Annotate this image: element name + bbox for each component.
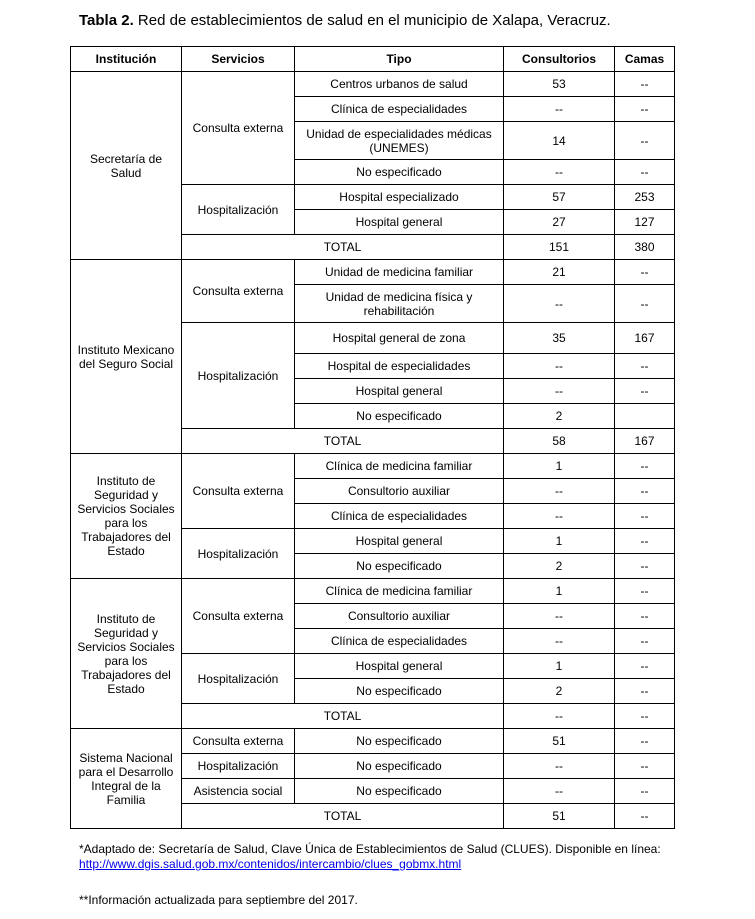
camas-cell: --: [615, 579, 675, 604]
tipo-cell: Unidad de medicina familiar: [295, 260, 504, 285]
consultorios-cell: 53: [504, 72, 615, 97]
service-cell: Hospitalización: [182, 529, 295, 579]
header-camas: Camas: [615, 47, 675, 72]
consultorios-cell: 1: [504, 579, 615, 604]
camas-cell: --: [615, 504, 675, 529]
camas-cell: --: [615, 679, 675, 704]
consultorios-cell: 51: [504, 729, 615, 754]
tipo-cell: No especificado: [295, 729, 504, 754]
consultorios-cell: 35: [504, 323, 615, 354]
camas-cell: --: [615, 260, 675, 285]
table-row: [71, 579, 675, 604]
camas-cell: --: [615, 729, 675, 754]
camas-cell: --: [615, 97, 675, 122]
total-label-cell: TOTAL: [182, 429, 504, 454]
institution-cell: Instituto de Seguridad y Servicios Sociales para los Trabajadores del Estado: [71, 454, 182, 579]
tipo-cell: No especificado: [295, 754, 504, 779]
institution-cell: Instituto Mexicano del Seguro Social: [71, 260, 182, 454]
consultorios-cell: 2: [504, 554, 615, 579]
consultorios-cell: --: [504, 504, 615, 529]
consultorios-cell: --: [504, 379, 615, 404]
consultorios-cell: --: [504, 629, 615, 654]
service-cell: Hospitalización: [182, 754, 295, 779]
consultorios-cell: 27: [504, 210, 615, 235]
header-institucion: Institución: [71, 47, 182, 72]
total-consultorios-cell: 58: [504, 429, 615, 454]
tipo-cell: Hospital general de zona: [295, 323, 504, 354]
camas-cell: --: [615, 479, 675, 504]
consultorios-cell: --: [504, 754, 615, 779]
camas-cell: --: [615, 754, 675, 779]
total-label-cell: TOTAL: [182, 704, 504, 729]
header-tipo: Tipo: [295, 47, 504, 72]
table-body: [71, 72, 675, 829]
camas-cell: --: [615, 779, 675, 804]
tipo-cell: Centros urbanos de salud: [295, 72, 504, 97]
camas-cell: --: [615, 529, 675, 554]
camas-cell: --: [615, 379, 675, 404]
consultorios-cell: 2: [504, 404, 615, 429]
source-note: [79, 842, 669, 872]
tipo-cell: Hospital especializado: [295, 185, 504, 210]
camas-cell: --: [615, 122, 675, 160]
table-row: [71, 729, 675, 754]
service-cell: Consulta externa: [182, 729, 295, 754]
source-link[interactable]: http://www.dgis.salud.gob.mx/contenidos/intercambio/clues_gobmx.html: [79, 857, 462, 871]
consultorios-cell: --: [504, 604, 615, 629]
camas-cell: --: [615, 554, 675, 579]
service-cell: Hospitalización: [182, 185, 295, 235]
consultorios-cell: --: [504, 779, 615, 804]
tipo-cell: Hospital de especialidades: [295, 354, 504, 379]
camas-cell: 127: [615, 210, 675, 235]
total-camas-cell: --: [615, 804, 675, 829]
camas-cell: --: [615, 72, 675, 97]
camas-cell: --: [615, 454, 675, 479]
tipo-cell: Hospital general: [295, 654, 504, 679]
table-row: [71, 72, 675, 97]
caption-label: Tabla 2.: [79, 12, 134, 29]
total-camas-cell: 167: [615, 429, 675, 454]
service-cell: Asistencia social: [182, 779, 295, 804]
tipo-cell: Clínica de especialidades: [295, 629, 504, 654]
tipo-cell: Clínica de especialidades: [295, 97, 504, 122]
header-servicios: Servicios: [182, 47, 295, 72]
camas-cell: [615, 404, 675, 429]
table-row: [71, 454, 675, 479]
consultorios-cell: 21: [504, 260, 615, 285]
tipo-cell: Unidad de especialidades médicas (UNEMES): [295, 122, 504, 160]
total-consultorios-cell: 151: [504, 235, 615, 260]
consultorios-cell: --: [504, 160, 615, 185]
consultorios-cell: 1: [504, 454, 615, 479]
total-consultorios-cell: 51: [504, 804, 615, 829]
consultorios-cell: --: [504, 97, 615, 122]
table-row: [71, 260, 675, 285]
tipo-cell: Consultorio auxiliar: [295, 604, 504, 629]
camas-cell: 167: [615, 323, 675, 354]
tipo-cell: Clínica de medicina familiar: [295, 454, 504, 479]
camas-cell: 253: [615, 185, 675, 210]
consultorios-cell: 57: [504, 185, 615, 210]
consultorios-cell: 2: [504, 679, 615, 704]
tipo-cell: No especificado: [295, 679, 504, 704]
tipo-cell: Clínica de especialidades: [295, 504, 504, 529]
institution-cell: Secretaría de Salud: [71, 72, 182, 260]
total-camas-cell: --: [615, 704, 675, 729]
update-note: **Información actualizada para septiembre del 2017.: [79, 893, 358, 907]
camas-cell: --: [615, 629, 675, 654]
total-camas-cell: 380: [615, 235, 675, 260]
consultorios-cell: --: [504, 285, 615, 323]
service-cell: Hospitalización: [182, 654, 295, 704]
tipo-cell: Unidad de medicina física y rehabilitación: [295, 285, 504, 323]
institution-cell: Instituto de Seguridad y Servicios Sociales para los Trabajadores del Estado: [71, 579, 182, 729]
service-cell: Consulta externa: [182, 260, 295, 323]
header-row: [71, 47, 675, 72]
consultorios-cell: 14: [504, 122, 615, 160]
tipo-cell: Hospital general: [295, 210, 504, 235]
caption-text: Red de establecimientos de salud en el municipio de Xalapa, Veracruz.: [133, 12, 611, 29]
service-cell: Hospitalización: [182, 323, 295, 429]
source-text: *Adaptado de: Secretaría de Salud, Clave Única de Establecimientos de Salud (CLUES). Disponible en línea:: [79, 842, 661, 856]
header-consultorios: Consultorios: [504, 47, 615, 72]
camas-cell: --: [615, 354, 675, 379]
camas-cell: --: [615, 654, 675, 679]
institution-cell: Sistema Nacional para el Desarrollo Integral de la Familia: [71, 729, 182, 829]
consultorios-cell: 1: [504, 529, 615, 554]
camas-cell: --: [615, 160, 675, 185]
service-cell: Consulta externa: [182, 579, 295, 654]
health-facilities-table: [70, 46, 675, 829]
table-notes: [79, 842, 669, 908]
total-label-cell: TOTAL: [182, 235, 504, 260]
tipo-cell: Consultorio auxiliar: [295, 479, 504, 504]
camas-cell: --: [615, 604, 675, 629]
total-label-cell: TOTAL: [182, 804, 504, 829]
tipo-cell: No especificado: [295, 554, 504, 579]
service-cell: Consulta externa: [182, 454, 295, 529]
consultorios-cell: 1: [504, 654, 615, 679]
service-cell: Consulta externa: [182, 72, 295, 185]
consultorios-cell: --: [504, 354, 615, 379]
tipo-cell: No especificado: [295, 404, 504, 429]
tipo-cell: Hospital general: [295, 379, 504, 404]
tipo-cell: Hospital general: [295, 529, 504, 554]
consultorios-cell: --: [504, 479, 615, 504]
table-caption: [79, 12, 611, 29]
camas-cell: --: [615, 285, 675, 323]
tipo-cell: Clínica de medicina familiar: [295, 579, 504, 604]
tipo-cell: No especificado: [295, 160, 504, 185]
total-consultorios-cell: --: [504, 704, 615, 729]
tipo-cell: No especificado: [295, 779, 504, 804]
